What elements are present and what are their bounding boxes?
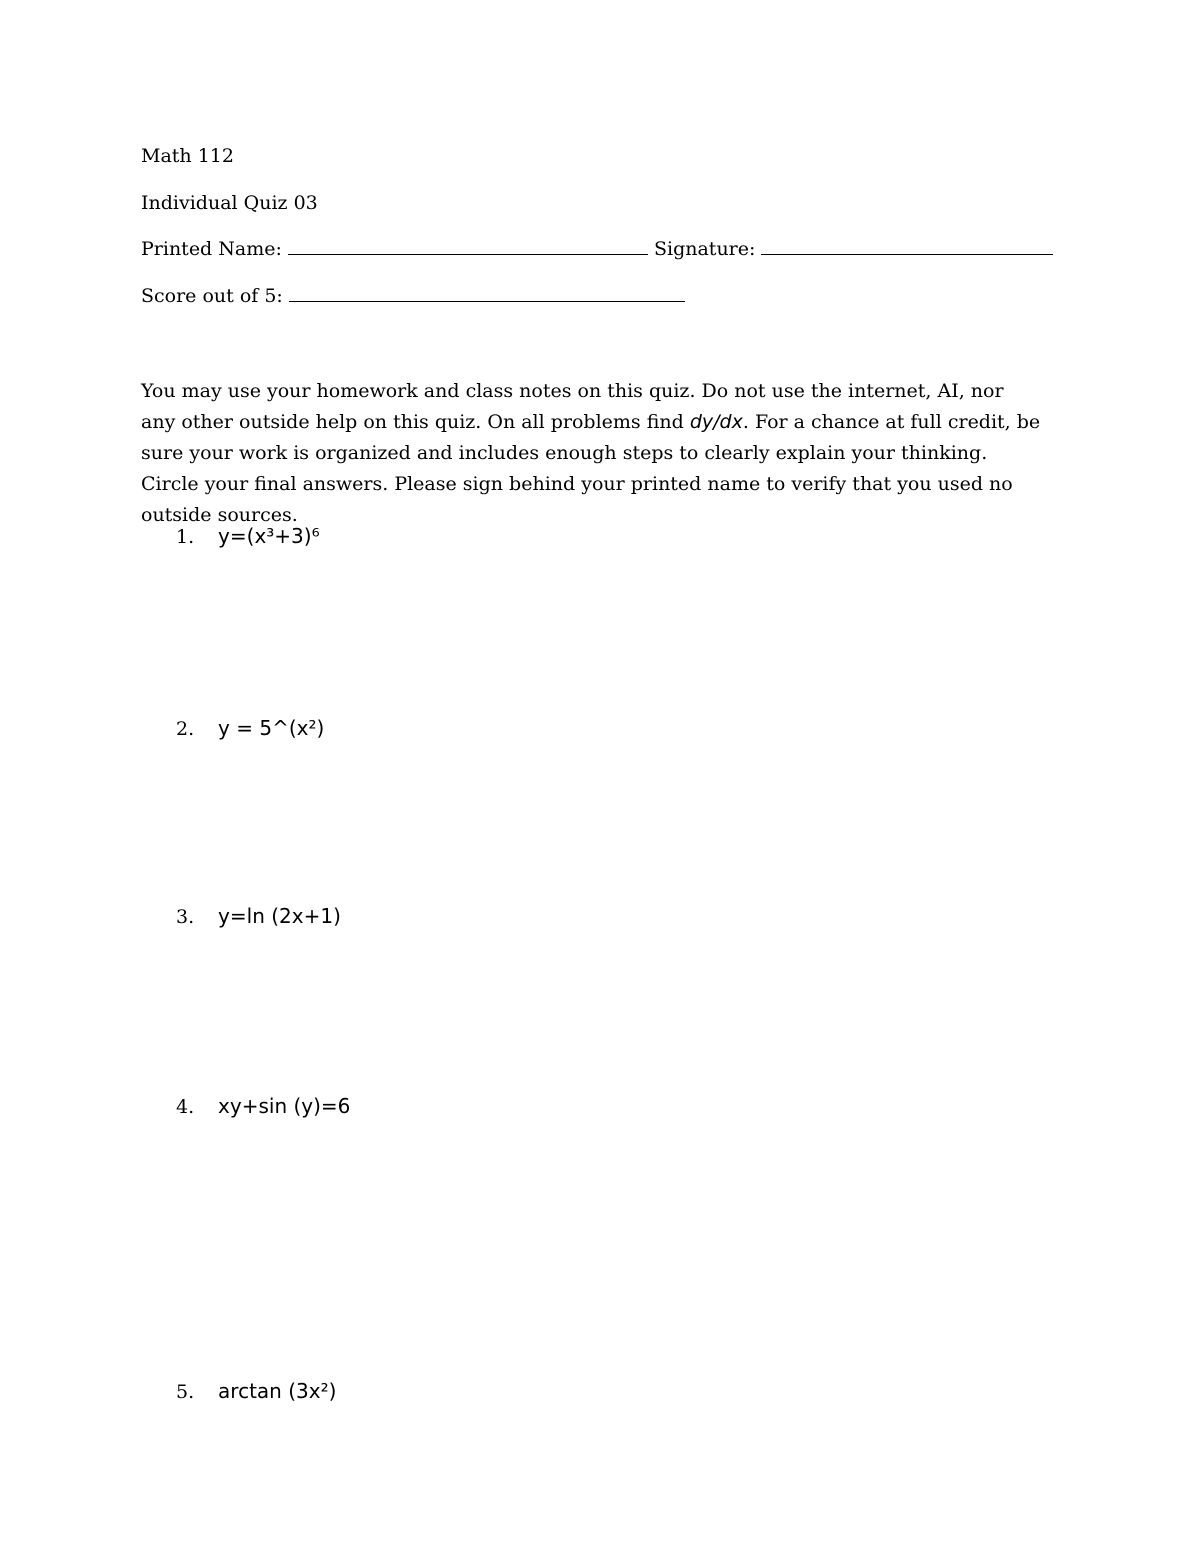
problem-2	[176, 715, 324, 742]
problem-number: 5.	[176, 1381, 195, 1403]
problem-expression: xy+sin (y)=6	[218, 1094, 351, 1118]
problem-number: 2.	[176, 718, 195, 740]
signature-label: Signature:	[653, 238, 756, 260]
problem-3	[176, 903, 341, 930]
problem-expression: y=(x³+3)⁶	[218, 524, 320, 548]
signature-blank[interactable]	[761, 237, 1053, 255]
score-label: Score out of 5:	[141, 285, 283, 307]
dydx-notation: dy/dx	[689, 411, 743, 433]
problem-4	[176, 1093, 350, 1120]
problem-expression: y = 5^(x²)	[218, 716, 325, 740]
instructions	[141, 376, 1041, 531]
name-signature-line	[141, 237, 1053, 261]
printed-name-blank[interactable]	[288, 237, 648, 255]
quiz-title: Individual Quiz 03	[141, 192, 318, 214]
score-blank[interactable]	[289, 284, 685, 302]
problem-1	[176, 523, 320, 550]
problem-5	[176, 1378, 336, 1405]
problem-number: 4.	[176, 1096, 195, 1118]
problem-expression: arctan (3x²)	[218, 1379, 337, 1403]
instructions-text: You may use your homework and class notes on this quiz. Do not use the internet, AI, nor any other outside help on this quiz. On all problems find dy/dx. For a chance at full credit, be sure your work is organized and includes enough steps to clearly explain your thinking. Circle your final answers. Please sign behind your printed name to verify that you used no outside sources.	[141, 380, 1041, 526]
problem-expression: y=ln (2x+1)	[218, 904, 341, 928]
score-line	[141, 284, 685, 308]
printed-name-label: Printed Name:	[141, 238, 282, 260]
problem-number: 1.	[176, 526, 195, 548]
course-title: Math 112	[141, 145, 234, 167]
problem-number: 3.	[176, 906, 195, 928]
